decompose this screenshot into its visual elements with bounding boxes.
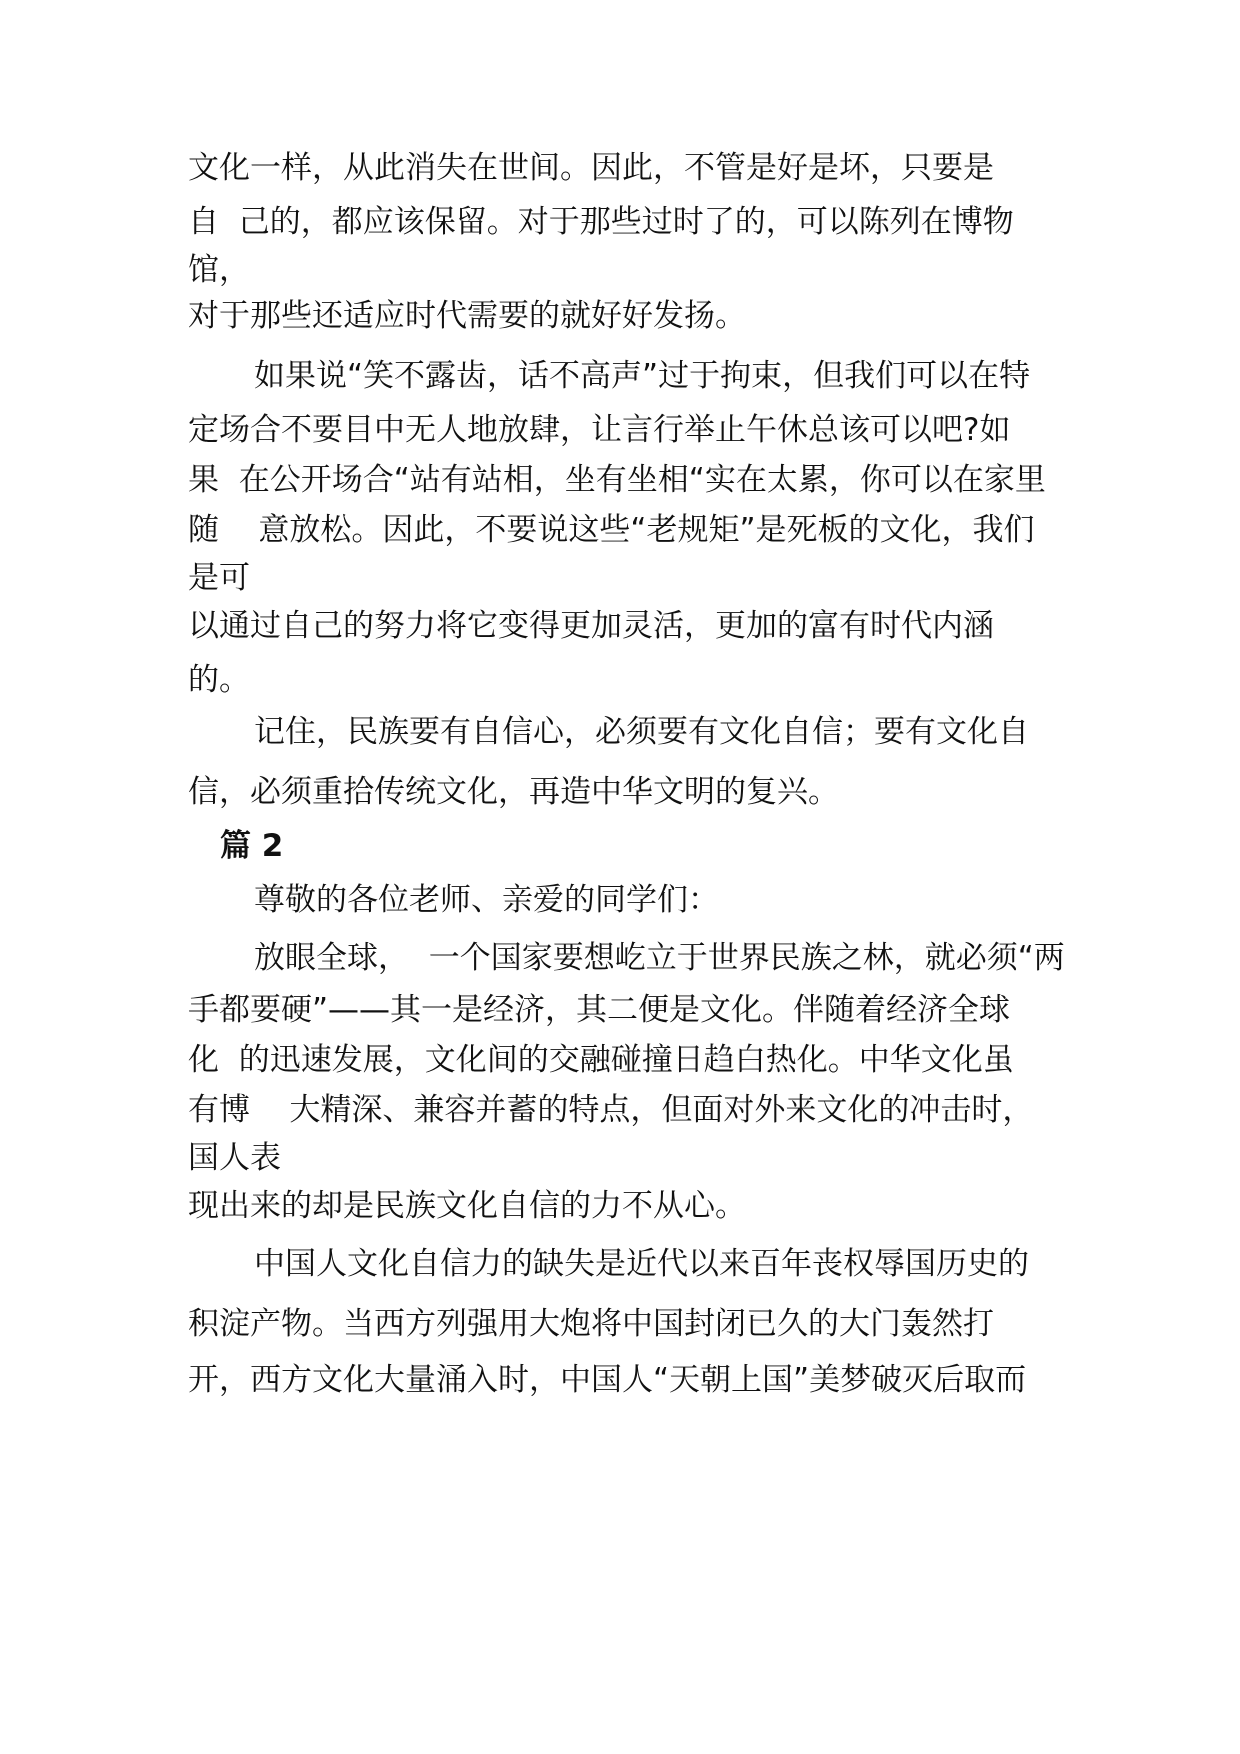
text-line: 以通过自己的努力将它变得更加灵活，更加的富有时代内涵	[188, 608, 994, 644]
salutation: 尊敬的各位老师、亲爱的同学们：	[254, 882, 719, 918]
text-line: 开，西方文化大量涌入时，中国人“天朝上国”美梦破灭后取而	[188, 1362, 1027, 1398]
text-line: 文化一样，从此消失在世间。因此，不管是好是坏，只要是	[188, 150, 994, 186]
text-line: 对于那些还适应时代需要的就好好发扬。	[188, 298, 746, 334]
text-line: 中国人文化自信力的缺失是近代以来百年丧权辱国历史的	[254, 1246, 1029, 1282]
text-line: 手都要硬”——其一是经济，其二便是文化。伴随着经济全球	[188, 992, 1011, 1028]
text-line: 如果说“笑不露齿，话不高声”过于拘束，但我们可以在特	[254, 358, 1031, 394]
text-line: 自 己的，都应该保留。对于那些过时了的，可以陈列在博物	[188, 204, 1014, 240]
text-line: 化 的迅速发展，文化间的交融碰撞日趋白热化。中华文化虽	[188, 1042, 1014, 1078]
text-line: 积淀产物。当西方列强用大炮将中国封闭已久的大门轰然打	[188, 1306, 994, 1342]
text-line: 记住，民族要有自信心，必须要有文化自信；要有文化自	[254, 714, 1029, 750]
text-line: 随 意放松。因此，不要说这些“老规矩”是死板的文化，我们	[188, 512, 1035, 548]
text-line: 是可	[188, 560, 250, 596]
text-line: 定场合不要目中无人地放肆，让言行举止午休总该可以吧?如	[188, 412, 1011, 448]
text-line: 现出来的却是民族文化自信的力不从心。	[188, 1188, 746, 1224]
text-line: 信，必须重拾传统文化，再造中华文明的复兴。	[188, 774, 839, 810]
text-line: 的。	[188, 662, 250, 698]
text-line: 放眼全球， 一个国家要想屹立于世界民族之林，就必须“两	[254, 940, 1065, 976]
text-line: 有博 大精深、兼容并蓄的特点，但面对外来文化的冲击时，	[188, 1092, 1034, 1128]
section-heading: 篇 2	[220, 828, 284, 864]
text-line: 国人表	[188, 1140, 281, 1176]
text-line: 馆，	[188, 252, 250, 288]
text-line: 果 在公开场合“站有站相，坐有坐相“实在太累，你可以在家里	[188, 462, 1046, 498]
